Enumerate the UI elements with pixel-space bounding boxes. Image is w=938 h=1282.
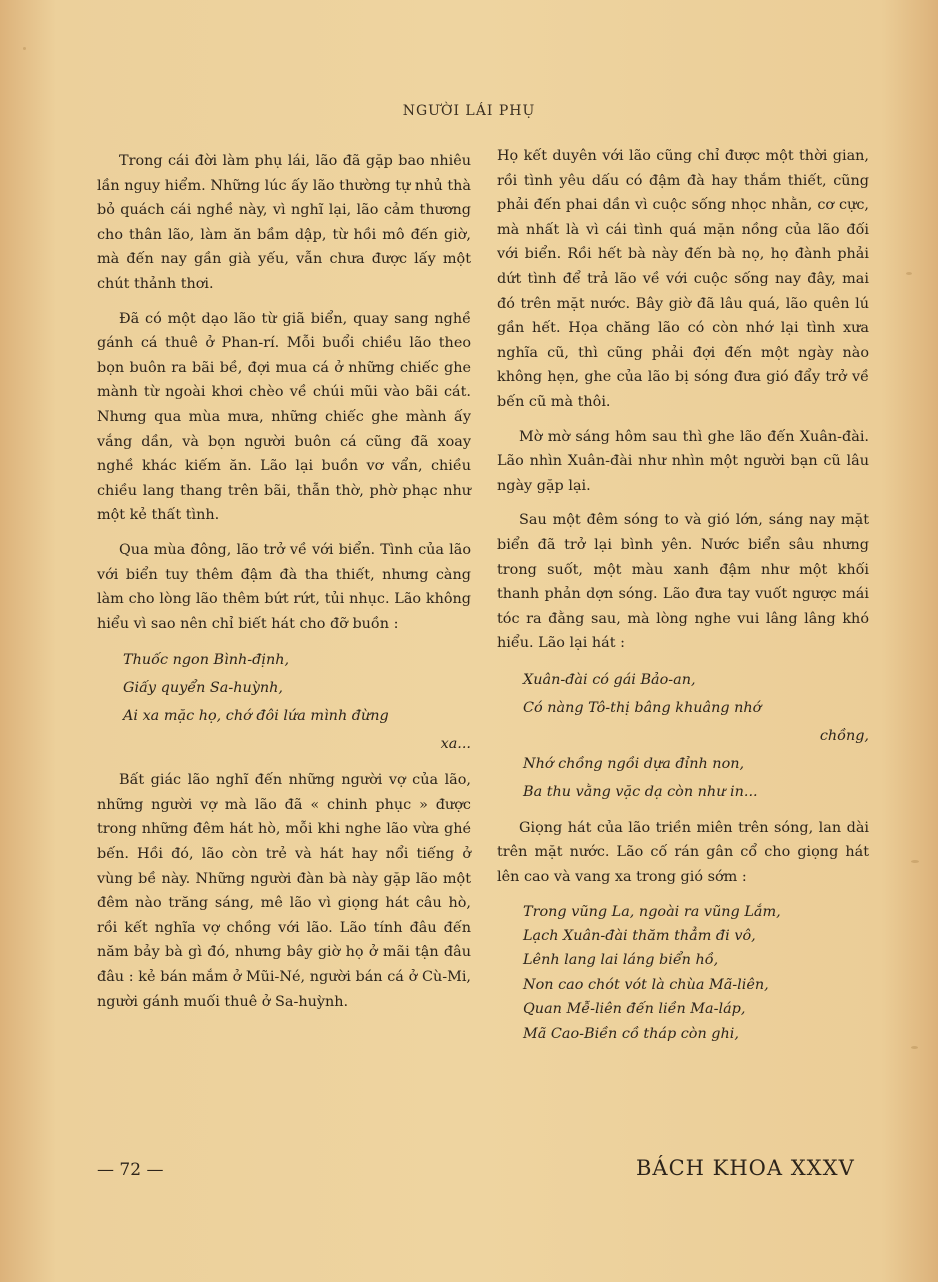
poem-verse — [523, 666, 869, 806]
paragraph: Mờ mờ sáng hôm sau thì ghe lão đến Xuân-đài. Lão nhìn Xuân-đài như nhìn một người bạn cũ lâu ngày gặp lại. — [497, 428, 869, 494]
verse-line: Có nàng Tô-thị bâng khuâng nhớ — [523, 699, 762, 716]
paragraph: Sau một đêm sóng to và gió lớn, sáng nay mặt biển đã trở lại bình yên. Nước biển sâu nhưng trong suốt, một màu xanh đậm như một khối thanh phản dợn sóng. Lão đưa tay vuốt ngược mái tóc ra đằng sau, mà lòng nghe vui lâng lâng khó hiểu. Lão lại hát : — [497, 512, 869, 652]
paragraph: Đã có một dạo lão từ giã biển, quay sang nghề gánh cá thuê ở Phan-rí. Mỗi buổi chiều lão theo bọn buôn ra bãi bề, đợi mua cá ở những chiếc ghe mành từ ngoài khơi chèo về chúi mũi vào bãi cát. Nhưng qua mùa mưa, những chiếc ghe mành ấy vắng dần, và bọn người buôn cá cũng đã xoay nghề khác kiếm ăn. Lão lại buồn vơ vẩn, chiều chiều lang thang trên bãi, thẫn thờ, phờ phạc như một kẻ thất tình. — [97, 310, 471, 524]
verse-line: Trong vũng La, ngoài ra vũng Lắm, — [523, 903, 781, 920]
paper-speck — [911, 860, 919, 863]
verse-line: Nhớ chồng ngồi dựa đỉnh non, — [523, 755, 745, 772]
paper-speck — [911, 1046, 918, 1049]
verse-line: Mã Cao-Biền cồ tháp còn ghi, — [523, 1025, 739, 1042]
right-column — [497, 144, 869, 1056]
verse-line: Giấy quyển Sa-huỳnh, — [123, 680, 284, 697]
verse-line: Lạch Xuân-đài thăm thẳm đi vô, — [523, 928, 756, 945]
verse-line: xa... — [440, 736, 471, 753]
verse-line: Xuân-đài có gái Bảo-an, — [523, 671, 696, 688]
poem-verse — [123, 646, 471, 758]
running-header: NGƯỜI LÁI PHỤ — [402, 103, 536, 119]
paragraph: Qua mùa đông, lão trở về với biển. Tình của lão với biển tuy thêm đậm đà tha thiết, nhưng càng làm cho lòng lão thêm bứt rứt, tủi nhục. Lão không hiểu vì sao nên chỉ biết hát cho đỡ buồn : — [97, 541, 471, 632]
paragraph: Giọng hát của lão triền miên trên sóng, lan dài trên mặt nước. Lão cố rán gân cổ cho giọng hát lên cao và vang xa trong gió sớm : — [497, 819, 869, 886]
verse-line: Non cao chót vót là chùa Mã-liên, — [523, 976, 769, 993]
paragraph: Trong cái đời làm phụ lái, lão đã gặp bao nhiêu lần nguy hiểm. Những lúc ấy lão thường tự nhủ thà bỏ quách cái nghề này, vì nghĩ lại, lão cảm thương cho thân lão, làm ăn bầm dập, từ hồi mô đến giờ, mà đến nay gần già yếu, vẫn chưa được lấy một chút thảnh thơi. — [97, 153, 471, 292]
verse-line: chồng, — [819, 727, 869, 744]
journal-title: BÁCH KHOA XXXV — [636, 1156, 855, 1180]
paragraph: Bất giác lão nghĩ đến những người vợ của lão, những người vợ mà lão đã « chinh phục » được trong những đêm hát hò, mỗi khi nghe lão vừa ghé bến. Hồi đó, lão còn trẻ và hát hay nổi tiếng ở vùng bề này. Những người đàn bà này gặp lão một đêm nào trăng sáng, mê lão vì giọng hát câu hò, rồi kết nghĩa vợ chồng với lão. Lão tính đâu đến năm bảy bà gì đó, nhưng bây giờ họ ở mãi tận đâu đâu : kẻ bán mắm ở Mũi-Né, người bán cá ở Cù-Mi, người gánh muối thuê ở Sa-huỳnh. — [97, 772, 471, 1010]
verse-line: Ai xa mặc họ, chớ đôi lứa mình đừng — [123, 708, 389, 725]
verse-line: Quan Mễ-liên đến liền Ma-láp, — [523, 1001, 746, 1018]
poem-verse — [523, 900, 869, 1046]
verse-line: Lênh lang lai láng biển hồ, — [523, 952, 719, 969]
paper-speck — [906, 272, 912, 275]
left-column — [97, 149, 471, 1024]
paper-speck — [23, 47, 26, 50]
verse-line: Ba thu vằng vặc dạ còn như in... — [523, 783, 758, 800]
paragraph: Họ kết duyên với lão cũng chỉ được một thời gian, rồi tình yêu dấu có đậm đà hay thắm thiết, cũng phải đến phai dần vì cuộc sống nhọc nhằn, cơ cực, mà nhất là vì cái tình quá mặn nồng của lão đối với biển. Rồi hết bà này đến bà nọ, họ đành phải dứt tình để trả lão về với cuộc sống nay đây, mai đó trên mặt nước. Bây giờ đã lâu quá, lão quên lú gần hết. Họa chăng lão có còn nhớ lại tình xưa nghĩa cũ, thì cũng phải đợi đến một ngày nào không hẹn, ghe của lão bị sóng đưa gió đẩy trở về bến cũ mà thôi. — [497, 148, 869, 410]
page-number: — 72 — — [97, 1160, 164, 1180]
verse-line: Thuốc ngon Bình-định, — [123, 652, 290, 669]
